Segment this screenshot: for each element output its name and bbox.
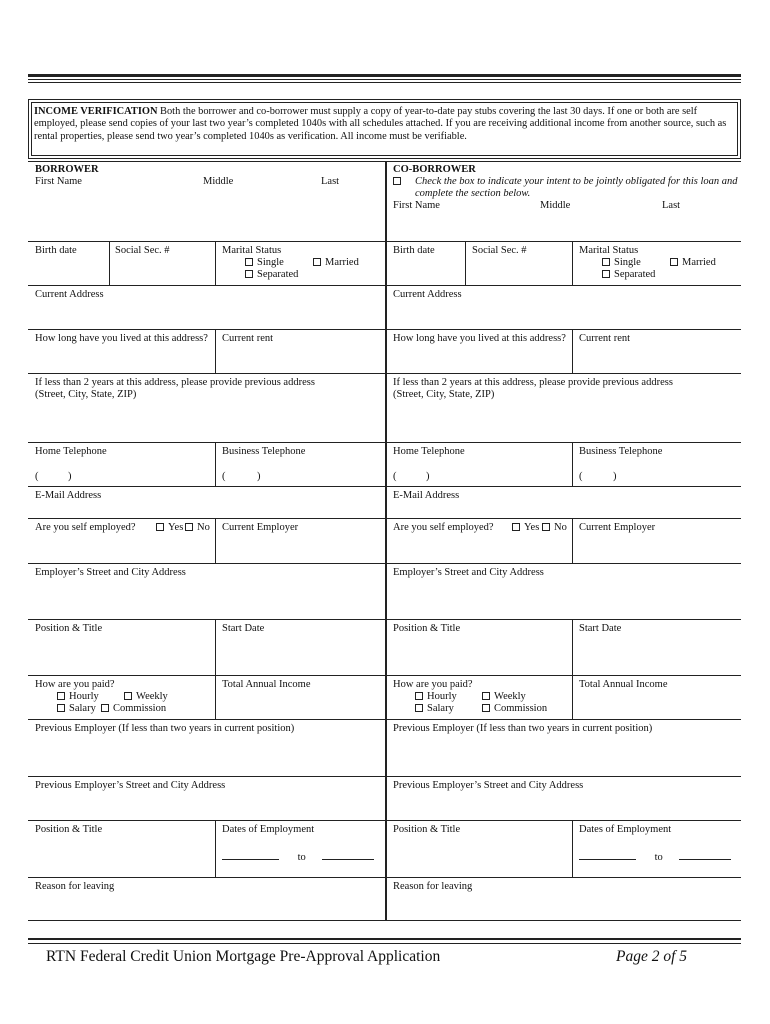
footer-rule-1: [28, 938, 741, 940]
coborrower-joint-checkbox-row[interactable]: [393, 176, 405, 188]
cell-divider: [215, 329, 216, 373]
cell-divider: [572, 820, 573, 877]
row-line: [28, 486, 741, 487]
row-line: [28, 442, 741, 443]
coborrower-weekly-option[interactable]: [482, 691, 526, 703]
coborrower-employer-address-label[interactable]: Employer’s Street and City Address: [393, 567, 544, 578]
coborrower-separated-option[interactable]: [602, 269, 655, 281]
cell-divider: [572, 329, 573, 373]
coborrower-email-label[interactable]: E-Mail Address: [393, 490, 460, 501]
coborrower-dates-employment-range: [579, 850, 731, 864]
row-line: [28, 719, 741, 720]
borrower-current-address-label[interactable]: Current Address: [35, 289, 104, 300]
coborrower-current-employer-label[interactable]: Current Employer: [579, 522, 656, 533]
cell-divider: [215, 820, 216, 877]
coborrower-home-phone-area-close: ): [426, 471, 430, 482]
salary-label: Salary: [69, 703, 96, 714]
coborrower-position-title-label[interactable]: Position & Title: [393, 623, 461, 634]
coborrower-joint-text-1: Check the box to indicate your intent to be jointly obligated for this loan and: [415, 176, 738, 187]
borrower-salary-option[interactable]: [57, 703, 96, 715]
no-label: No: [197, 522, 210, 533]
cell-divider: [465, 241, 466, 285]
to-label: to: [297, 852, 306, 863]
borrower-current-rent-label[interactable]: Current rent: [222, 333, 274, 344]
borrower-first-name-label[interactable]: First Name: [35, 176, 82, 187]
borrower-heading: BORROWER: [35, 164, 99, 175]
checkbox-icon[interactable]: [245, 258, 253, 266]
borrower-how-paid-label: How are you paid?: [35, 679, 115, 690]
coborrower-middle-label[interactable]: Middle: [540, 200, 571, 211]
coborrower-joint-text-2: complete the section below.: [415, 188, 531, 199]
checkbox-icon[interactable]: [245, 270, 253, 278]
borrower-ssn-label[interactable]: Social Sec. #: [115, 245, 170, 256]
coborrower-self-employed-yes[interactable]: [512, 522, 539, 534]
coborrower-last-label[interactable]: Last: [662, 200, 681, 211]
checkbox-icon[interactable]: [124, 692, 132, 700]
cell-divider: [572, 442, 573, 486]
checkbox-icon[interactable]: [602, 270, 610, 278]
borrower-business-phone-label[interactable]: Business Telephone: [222, 446, 306, 457]
borrower-hourly-option[interactable]: [57, 691, 99, 703]
income-verification-body: Both the borrower and co-borrower must supply a copy of year-to-date pay stubs covering the last 30 days. If one or both are self employed, please send copies of your last two year’s completed 1040s with all schedules attached. If you are receiving additional income from another source, such as rental properties, please send two year’s completed 1040s as verification. All income must be verifiable.: [34, 106, 727, 142]
borrower-middle-label[interactable]: Middle: [203, 176, 234, 187]
row-line: [28, 877, 741, 878]
borrower-start-date-label[interactable]: Start Date: [222, 623, 265, 634]
coborrower-prev-address-label[interactable]: If less than 2 years at this address, please provide previous address: [393, 377, 673, 388]
row-line: [28, 373, 741, 374]
cell-divider: [215, 442, 216, 486]
checkbox-icon[interactable]: [101, 704, 109, 712]
footer-title: RTN Federal Credit Union Mortgage Pre-Approval Application: [46, 948, 441, 965]
borrower-business-phone-area-open: (: [222, 471, 226, 482]
checkbox-icon[interactable]: [156, 523, 164, 531]
page-number: Page 2 of 5: [616, 948, 688, 965]
coborrower-ssn-label[interactable]: Social Sec. #: [472, 245, 527, 256]
row-line: [28, 675, 741, 676]
coborrower-reason-leaving-label[interactable]: Reason for leaving: [393, 881, 473, 892]
income-verification-heading: INCOME VERIFICATION: [34, 106, 158, 117]
checkbox-icon[interactable]: [393, 177, 401, 185]
coborrower-prev-employer-label[interactable]: Previous Employer (If less than two years in current position): [393, 723, 653, 734]
borrower-how-long-label[interactable]: How long have you lived at this address?: [35, 333, 208, 344]
coborrower-first-name-label[interactable]: First Name: [393, 200, 440, 211]
borrower-prev-employer-address-label[interactable]: Previous Employer’s Street and City Address: [35, 780, 226, 791]
top-rule-2: [28, 79, 741, 80]
borrower-self-employed-no[interactable]: [185, 522, 210, 534]
borrower-single-option[interactable]: [245, 257, 284, 269]
row-line: [28, 241, 741, 242]
checkbox-icon[interactable]: [415, 704, 423, 712]
cell-divider: [572, 518, 573, 563]
income-verification-text: [34, 106, 734, 143]
separated-label: Separated: [257, 269, 299, 280]
row-line: [28, 776, 741, 777]
borrower-email-label[interactable]: E-Mail Address: [35, 490, 102, 501]
row-line: [28, 920, 741, 921]
top-rule-3: [28, 82, 741, 83]
checkbox-icon[interactable]: [542, 523, 550, 531]
row-line: [28, 285, 741, 286]
borrower-self-employed-label: Are you self employed?: [35, 522, 136, 533]
borrower-commission-option[interactable]: [101, 703, 166, 715]
no-label: No: [554, 522, 567, 533]
married-label: Married: [682, 257, 716, 268]
hourly-label: Hourly: [427, 691, 457, 702]
row-line: [28, 329, 741, 330]
cell-divider: [572, 241, 573, 285]
borrower-prev-employer-label[interactable]: Previous Employer (If less than two years in current position): [35, 723, 295, 734]
weekly-label: Weekly: [136, 691, 168, 702]
married-label: Married: [325, 257, 359, 268]
coborrower-dates-employment-label: Dates of Employment: [579, 824, 672, 835]
to-label: to: [654, 852, 663, 863]
coborrower-how-long-label[interactable]: How long have you lived at this address?: [393, 333, 566, 344]
coborrower-prev-position-title-label[interactable]: Position & Title: [393, 824, 461, 835]
single-label: Single: [257, 257, 284, 268]
coborrower-birth-date-label[interactable]: Birth date: [393, 245, 435, 256]
center-divider: [385, 161, 387, 920]
to-date-blank[interactable]: [679, 850, 731, 860]
row-line: [28, 619, 741, 620]
checkbox-icon[interactable]: [602, 258, 610, 266]
coborrower-marital-status-label: Marital Status: [579, 245, 639, 256]
borrower-reason-leaving-label[interactable]: Reason for leaving: [35, 881, 115, 892]
checkbox-icon[interactable]: [57, 692, 65, 700]
yes-label: Yes: [168, 522, 184, 533]
separated-label: Separated: [614, 269, 656, 280]
coborrower-home-phone-label[interactable]: Home Telephone: [393, 446, 465, 457]
commission-label: Commission: [113, 703, 167, 714]
coborrower-single-option[interactable]: [602, 257, 641, 269]
checkbox-icon[interactable]: [57, 704, 65, 712]
borrower-birth-date-label[interactable]: Birth date: [35, 245, 77, 256]
single-label: Single: [614, 257, 641, 268]
from-date-blank[interactable]: [222, 850, 279, 860]
weekly-label: Weekly: [494, 691, 526, 702]
coborrower-prev-address-sublabel: (Street, City, State, ZIP): [393, 389, 495, 400]
coborrower-prev-employer-address-label[interactable]: Previous Employer’s Street and City Address: [393, 780, 584, 791]
coborrower-business-phone-label[interactable]: Business Telephone: [579, 446, 663, 457]
borrower-self-employed-yes[interactable]: [156, 522, 183, 534]
checkbox-icon[interactable]: [185, 523, 193, 531]
coborrower-self-employed-no[interactable]: [542, 522, 567, 534]
coborrower-business-phone-area-close: ): [613, 471, 617, 482]
from-date-blank[interactable]: [579, 850, 636, 860]
coborrower-current-rent-label[interactable]: Current rent: [579, 333, 631, 344]
yes-label: Yes: [524, 522, 540, 533]
row-line: [28, 563, 741, 564]
borrower-business-phone-area-close: ): [257, 471, 261, 482]
borrower-home-phone-area-close: ): [68, 471, 72, 482]
coborrower-married-option[interactable]: [670, 257, 716, 269]
borrower-separated-option[interactable]: [245, 269, 298, 281]
borrower-current-employer-label[interactable]: Current Employer: [222, 522, 299, 533]
hourly-label: Hourly: [69, 691, 99, 702]
checkbox-icon[interactable]: [670, 258, 678, 266]
borrower-dates-employment-label: Dates of Employment: [222, 824, 315, 835]
borrower-position-title-label[interactable]: Position & Title: [35, 623, 103, 634]
coborrower-business-phone-area-open: (: [579, 471, 583, 482]
coborrower-self-employed-label: Are you self employed?: [393, 522, 494, 533]
coborrower-hourly-option[interactable]: [415, 691, 457, 703]
checkbox-icon[interactable]: [512, 523, 520, 531]
coborrower-commission-option[interactable]: [482, 703, 547, 715]
borrower-prev-address-label[interactable]: If less than 2 years at this address, please provide previous address: [35, 377, 315, 388]
borrower-marital-status-label: Marital Status: [222, 245, 282, 256]
cell-divider: [572, 619, 573, 719]
coborrower-salary-option[interactable]: [415, 703, 454, 715]
borrower-prev-address-sublabel: (Street, City, State, ZIP): [35, 389, 137, 400]
borrower-total-income-label[interactable]: Total Annual Income: [222, 679, 311, 690]
borrower-weekly-option[interactable]: [124, 691, 168, 703]
checkbox-icon[interactable]: [313, 258, 321, 266]
checkbox-icon[interactable]: [482, 692, 490, 700]
coborrower-how-paid-label: How are you paid?: [393, 679, 473, 690]
cell-divider: [215, 619, 216, 719]
cell-divider: [215, 518, 216, 563]
borrower-home-phone-label[interactable]: Home Telephone: [35, 446, 107, 457]
footer-rule-2: [28, 943, 741, 944]
borrower-prev-position-title-label[interactable]: Position & Title: [35, 824, 103, 835]
coborrower-heading: CO-BORROWER: [393, 164, 476, 175]
salary-label: Salary: [427, 703, 454, 714]
to-date-blank[interactable]: [322, 850, 374, 860]
borrower-home-phone-area-open: (: [35, 471, 39, 482]
cell-divider: [109, 241, 110, 285]
commission-label: Commission: [494, 703, 548, 714]
checkbox-icon[interactable]: [482, 704, 490, 712]
top-rule-1: [28, 74, 741, 77]
coborrower-current-address-label[interactable]: Current Address: [393, 289, 462, 300]
row-line: [28, 518, 741, 519]
borrower-married-option[interactable]: [313, 257, 359, 269]
row-line: [28, 820, 741, 821]
coborrower-home-phone-area-open: (: [393, 471, 397, 482]
coborrower-start-date-label[interactable]: Start Date: [579, 623, 622, 634]
borrower-dates-employment-range: [222, 850, 374, 864]
borrower-last-label[interactable]: Last: [321, 176, 340, 187]
checkbox-icon[interactable]: [415, 692, 423, 700]
borrower-employer-address-label[interactable]: Employer’s Street and City Address: [35, 567, 186, 578]
cell-divider: [215, 241, 216, 285]
coborrower-total-income-label[interactable]: Total Annual Income: [579, 679, 668, 690]
